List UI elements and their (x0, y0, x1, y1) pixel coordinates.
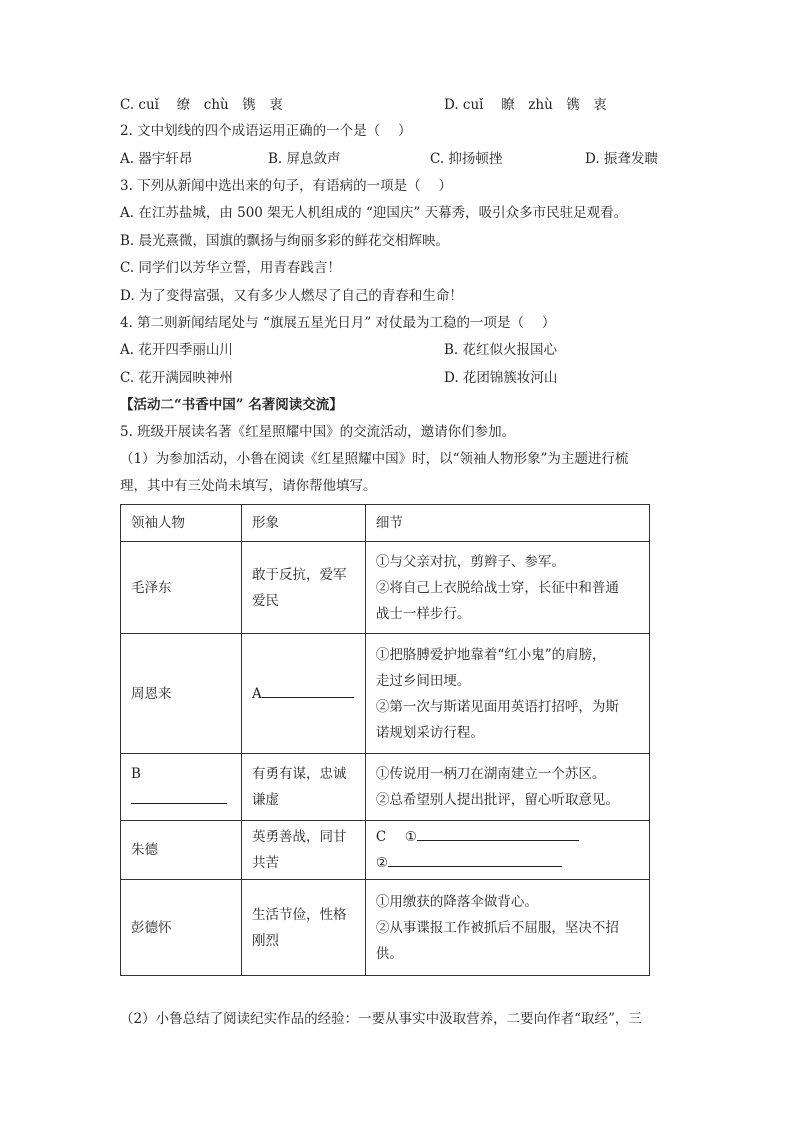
detail-line: 战士一样步行。 (375, 605, 471, 622)
q4-stem: 4. 第二则新闻结尾处与 “旗展五星光日月” 对仗最为工稳的一项是（ ） (120, 315, 556, 331)
q4-option-b: B. 花红似火报国心 (444, 342, 558, 358)
blank-label-c: C (375, 829, 387, 845)
blank-label-b: B (131, 766, 141, 782)
answer-blank-c1[interactable] (417, 826, 579, 841)
blank-label-a: A (251, 685, 262, 702)
leader-table (120, 504, 650, 976)
detail-line: ①传说用一柄刀在湖南建立一个苏区。 (375, 766, 606, 782)
q5-stem: 5. 班级开展读名著《红星照耀中国》的交流活动，邀请你们参加。 (120, 424, 516, 440)
header-detail: 细节 (365, 505, 649, 542)
table-row (121, 542, 650, 634)
q5-sub2-line1: （2）小鲁总结了阅读纪实作品的经验：一要从事实中汲取营养，二要向作者“取经”，三 (120, 1011, 642, 1027)
leader-image (241, 754, 365, 821)
answer-blank-a[interactable] (262, 683, 354, 698)
q3-stem: 3. 下列从新闻中选出来的句子，有语病的一项是（ ） (120, 178, 452, 194)
blank-number: ② (375, 855, 388, 871)
q1-option-d: D. cuǐ 瞭 zhù 镌 衷 (444, 97, 607, 113)
leader-name: 毛泽东 (121, 542, 242, 634)
q4-option-d: D. 花团锦簇妆河山 (444, 370, 558, 386)
image-line: 英勇善战，同甘 (251, 829, 347, 845)
detail-line (376, 850, 639, 876)
detail-line: ①与父亲对抗，剪辫子、参军。 (375, 553, 565, 570)
image-line: 谦虚 (251, 792, 279, 808)
image-line: 有勇有谋，忠诚 (251, 766, 347, 782)
leader-name: 朱德 (121, 821, 242, 880)
image-line: 爱民 (251, 592, 279, 609)
q3-option-d: D. 为了变得富强，又有多少人燃尽了自己的青春和生命！ (120, 288, 463, 304)
leader-image (241, 821, 365, 880)
leader-name (121, 754, 242, 821)
image-line: 共苦 (251, 855, 279, 871)
image-line: 敢于反抗，爱军 (251, 566, 347, 583)
q2-stem: 2. 文中划线的四个成语运用正确的一个是（ ） (120, 123, 412, 139)
leader-detail (365, 754, 649, 821)
image-line: 刚烈 (251, 932, 279, 949)
q2-option-b: B. 屏息敛声 (268, 151, 341, 167)
leader-name: 周恩来 (121, 634, 242, 754)
table-row (121, 634, 650, 754)
q3-option-c: C. 同学们以芳华立誓，用青春践言！ (120, 260, 341, 276)
leader-name: 彭德怀 (121, 880, 242, 976)
detail-line: ①把胳膊爱护地靠着“红小鬼”的肩膀， (375, 646, 606, 663)
leader-image (241, 634, 365, 754)
leader-detail (365, 821, 649, 880)
blank-number: ① (404, 829, 417, 845)
q3-option-b: B. 晨光熹微，国旗的飘扬与绚丽多彩的鲜花交相辉映。 (120, 233, 450, 249)
table-row (121, 880, 650, 976)
q4-option-c: C. 花开满园映神州 (120, 370, 233, 386)
detail-line (376, 824, 639, 850)
leader-detail (365, 880, 649, 976)
activity2-heading: 【活动二“书香中国” 名著阅读交流】 (120, 397, 343, 413)
q2-option-d: D. 振聋发聩 (585, 151, 658, 167)
table-row (121, 821, 650, 880)
image-line: 生活节俭，性格 (251, 906, 347, 923)
leader-detail (365, 634, 649, 754)
q5-sub1-line2: 理，其中有三处尚未填写，请你帮他填写。 (120, 478, 377, 494)
detail-line: 诺规划采访行程。 (375, 724, 484, 741)
detail-line: ②第一次与斯诺见面用英语打招呼，为斯 (375, 698, 619, 715)
q5-sub1-line1: （1）为参加活动，小鲁在阅读《红星照耀中国》时，以“领袖人物形象”为主题进行梳 (120, 451, 629, 467)
answer-blank-b[interactable] (131, 789, 227, 804)
q4-option-a: A. 花开四季丽山川 (120, 342, 233, 358)
detail-line: 走过乡间田埂。 (375, 672, 471, 689)
table-row (121, 754, 650, 821)
detail-line: ②从事谍报工作被抓后不屈服，坚决不招 (375, 919, 619, 936)
q2-option-a: A. 器宇轩昂 (120, 151, 193, 167)
leader-image (241, 542, 365, 634)
detail-line: ①用缴获的降落伞做背心。 (375, 893, 538, 910)
leader-image (241, 880, 365, 976)
detail-line: ②总希望别人提出批评，留心听取意见。 (375, 792, 619, 808)
table-header-row (121, 505, 650, 542)
answer-blank-c2[interactable] (388, 852, 562, 867)
leader-detail (365, 542, 649, 634)
header-image: 形象 (241, 505, 365, 542)
q3-option-a: A. 在江苏盐城，由 500 架无人机组成的 “迎国庆” 天幕秀，吸引众多市民驻足观看。 (120, 205, 628, 221)
detail-line: 供。 (375, 945, 403, 962)
q2-option-c: C. 抑扬顿挫 (430, 151, 503, 167)
q1-option-c: C. cuǐ 缭 chù 镌 衷 (120, 97, 283, 113)
detail-line: ②将自己上衣脱给战士穿，长征中和普通 (375, 579, 619, 596)
header-leader: 领袖人物 (121, 505, 242, 542)
